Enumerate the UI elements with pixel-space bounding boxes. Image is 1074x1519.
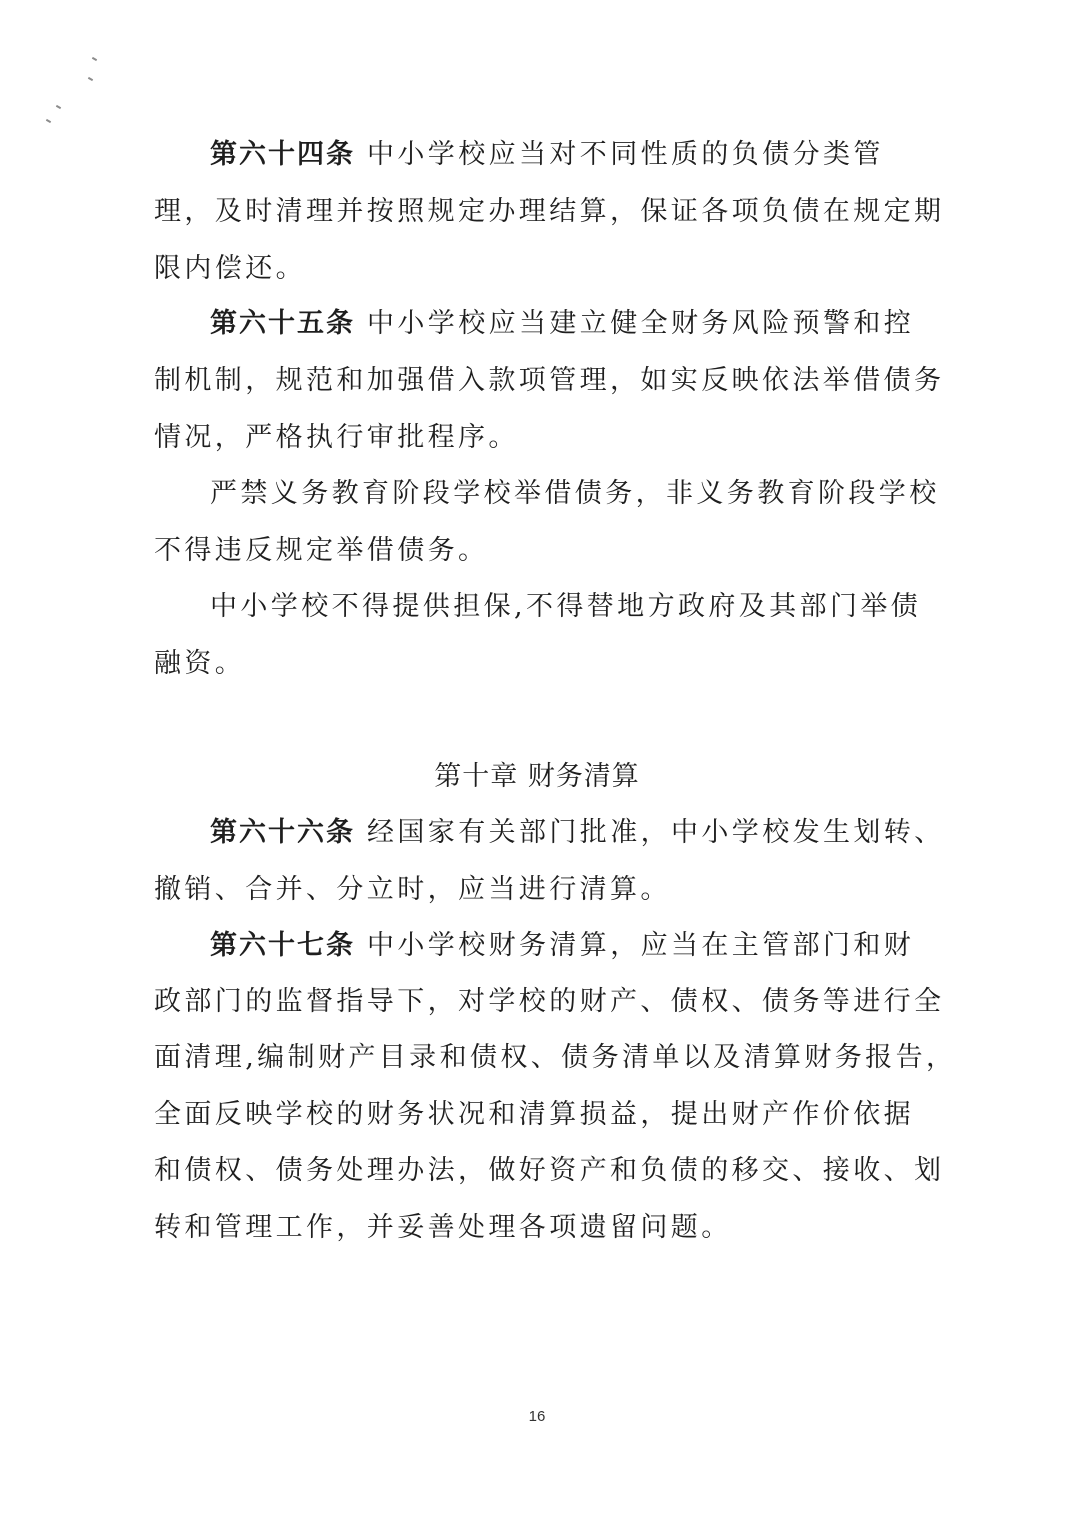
article-66-line-2: 撤销、合并、分立时，应当进行清算。 [154,874,671,905]
article-66-heading: 第六十六条 [210,817,355,848]
article-65-para2-line-1: 严禁义务教育阶段学校举借债务，非义务教育阶段学校 [210,478,940,509]
article-67-line-4: 全面反映学校的财务状况和清算损益，提出财产作价依据 [154,1099,914,1130]
article-65-para2-line-2: 不得违反规定举借债务。 [154,535,489,566]
article-65-para3-line-2: 融资。 [154,648,246,679]
article-65-text: 中小学校应当建立健全财务风险预警和控 [367,308,915,339]
chapter-title: 第十章 财务清算 [434,761,640,792]
article-64-line-3: 限内偿还。 [154,253,306,284]
article-65-line-3: 情况，严格执行审批程序。 [154,422,519,453]
article-64-line-1 [210,138,899,172]
scan-speck [56,105,61,109]
article-64-line-2: 理，及时清理并按照规定办理结算，保证各项负债在规定期 [154,196,945,227]
article-67-line-3: 面清理,编制财产目录和债权、债务清单以及清算财务报告， [154,1042,957,1073]
article-64-text: 中小学校应当对不同性质的负债分类管 [367,139,884,170]
article-65-line-1 [210,307,915,341]
scan-speck [92,57,97,61]
scan-speck [88,77,93,81]
article-65-para3-line-1: 中小学校不得提供担保,不得替地方政府及其部门举债 [210,591,922,622]
article-67-line-5: 和债权、债务处理办法，做好资产和负债的移交、接收、划 [154,1155,945,1186]
scan-speck [46,119,51,123]
article-65-heading: 第六十五条 [210,308,355,339]
article-67-line-1 [210,929,915,963]
article-67-line-2: 政部门的监督指导下，对学校的财产、债权、债务等进行全 [154,986,945,1017]
article-66-text: 经国家有关部门批准，中小学校发生划转、 [367,817,945,848]
article-67-line-6: 转和管理工作，并妥善处理各项遗留问题。 [154,1212,732,1243]
article-67-heading: 第六十七条 [210,930,355,961]
article-65-line-2: 制机制，规范和加强借入款项管理，如实反映依法举借债务 [154,365,945,396]
page-number: 16 [528,1408,546,1425]
article-64-heading: 第六十四条 [210,139,355,170]
article-66-line-1 [210,816,945,850]
article-67-text: 中小学校财务清算，应当在主管部门和财 [367,930,915,961]
